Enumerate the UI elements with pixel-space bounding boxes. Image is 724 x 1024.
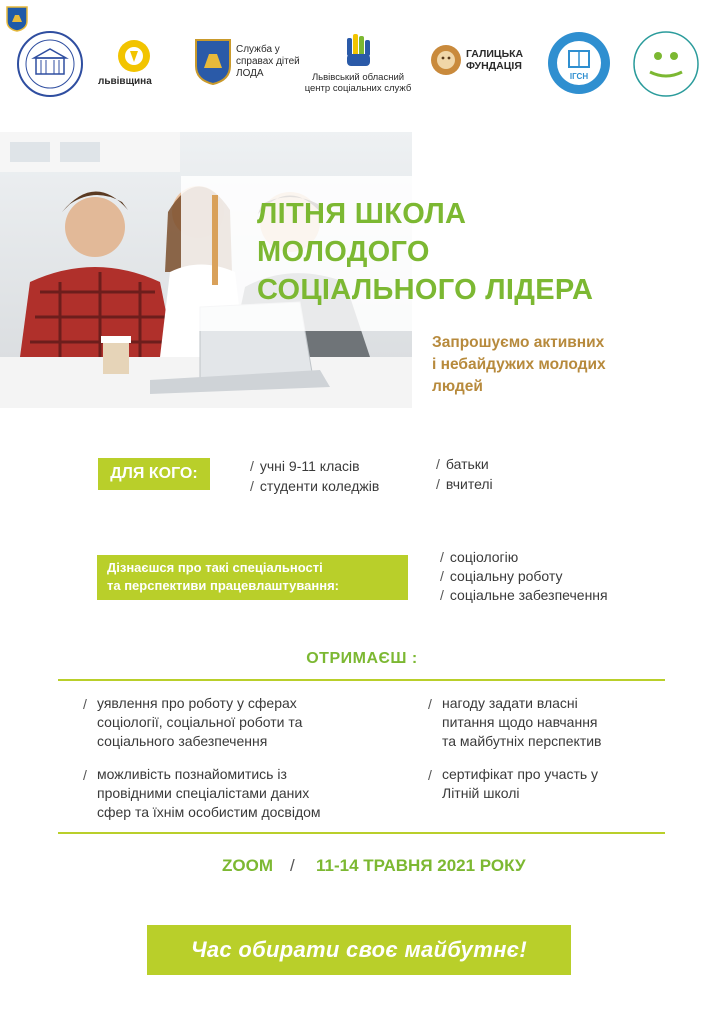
for-whom-item: / батьки bbox=[436, 456, 489, 472]
social-center-logo bbox=[300, 32, 415, 92]
get-item: / сертифікат про участь у Літній школі bbox=[428, 766, 599, 801]
invite-line: і небайдужих молодих bbox=[432, 356, 606, 373]
invite-text bbox=[432, 332, 672, 398]
divider-top bbox=[58, 679, 665, 681]
title-line-1: ЛІТНЯ ШКОЛА bbox=[257, 198, 467, 230]
igsn-logo bbox=[546, 30, 612, 96]
lvivshchyna-logo bbox=[98, 38, 170, 88]
social-center-line: Львівський обласний bbox=[311, 72, 405, 83]
children-service-line: справах дітей bbox=[236, 56, 300, 67]
social-center-line: центр соціальних служб bbox=[304, 83, 412, 94]
galician-foundation-logo bbox=[430, 42, 530, 82]
igsn-emblem-icon bbox=[546, 30, 612, 96]
igsn-text: ІГСН bbox=[569, 72, 589, 81]
galician-foundation-line: ГАЛИЦЬКА bbox=[466, 48, 524, 60]
event-separator: / bbox=[290, 856, 295, 875]
title-line-3: СОЦІАЛЬНОГО ЛІДЕРА bbox=[257, 274, 594, 306]
invite-line: Запрошуємо активних bbox=[432, 334, 605, 351]
sociology-emblem-icon bbox=[630, 30, 702, 98]
learn-item: / соціологію bbox=[440, 549, 519, 565]
title-line-2: МОЛОДОГО bbox=[257, 236, 430, 268]
galician-foundation-line: ФУНДАЦІЯ bbox=[466, 60, 522, 72]
for-whom-item: / студенти коледжів bbox=[250, 478, 380, 494]
get-item: / можливість познайомитись із провідними спеціалістами даних сфер та їхнім особистим досвідом bbox=[83, 766, 321, 820]
polytechnic-emblem-icon bbox=[16, 30, 84, 98]
learn-label-line: та перспективи працевлаштування: bbox=[107, 578, 339, 593]
learn-label-line: Дізнаєшся про такі спеціальності bbox=[107, 560, 323, 575]
for-whom-item: / вчителі bbox=[436, 476, 493, 492]
learn-item: / соціальне забезпечення bbox=[440, 587, 608, 603]
learn-item: / соціальну роботу bbox=[440, 568, 563, 584]
get-title: ОТРИМАЄШ : bbox=[306, 650, 418, 667]
polytechnic-logo bbox=[16, 30, 84, 98]
sociology-dept-logo bbox=[630, 30, 702, 98]
learn-label bbox=[97, 555, 408, 600]
event-dates: 11-14 ТРАВНЯ 2021 РОКУ bbox=[316, 856, 526, 875]
invite-line: людей bbox=[432, 378, 483, 395]
lvivshchyna-text: львівщина bbox=[98, 76, 152, 87]
children-service-line: Служба у bbox=[236, 44, 280, 55]
children-service-logo bbox=[194, 38, 304, 90]
event-platform: ZOOM bbox=[222, 856, 273, 875]
for-whom-label: ДЛЯ КОГО: bbox=[98, 458, 210, 490]
get-item: / уявлення про роботу у сферах соціології, соціальної роботи та соціального забезпечення bbox=[83, 695, 303, 749]
divider-bottom bbox=[58, 832, 665, 834]
children-service-line: ЛОДА bbox=[236, 68, 264, 79]
get-item: / нагоду задати власні питання щодо навчання та майбутніх перспектив bbox=[428, 695, 602, 749]
hand-emblem-icon bbox=[344, 32, 374, 70]
cta-banner: Час обирати своє майбутнє! bbox=[147, 925, 571, 975]
for-whom-item: / учні 9-11 класів bbox=[250, 458, 360, 474]
lion-emblem-icon bbox=[430, 42, 462, 78]
coat-of-arms-icon bbox=[194, 38, 232, 86]
title-accent-bar bbox=[212, 195, 218, 285]
sun-emblem-icon bbox=[111, 38, 157, 74]
lviv-crest-icon bbox=[6, 6, 28, 32]
